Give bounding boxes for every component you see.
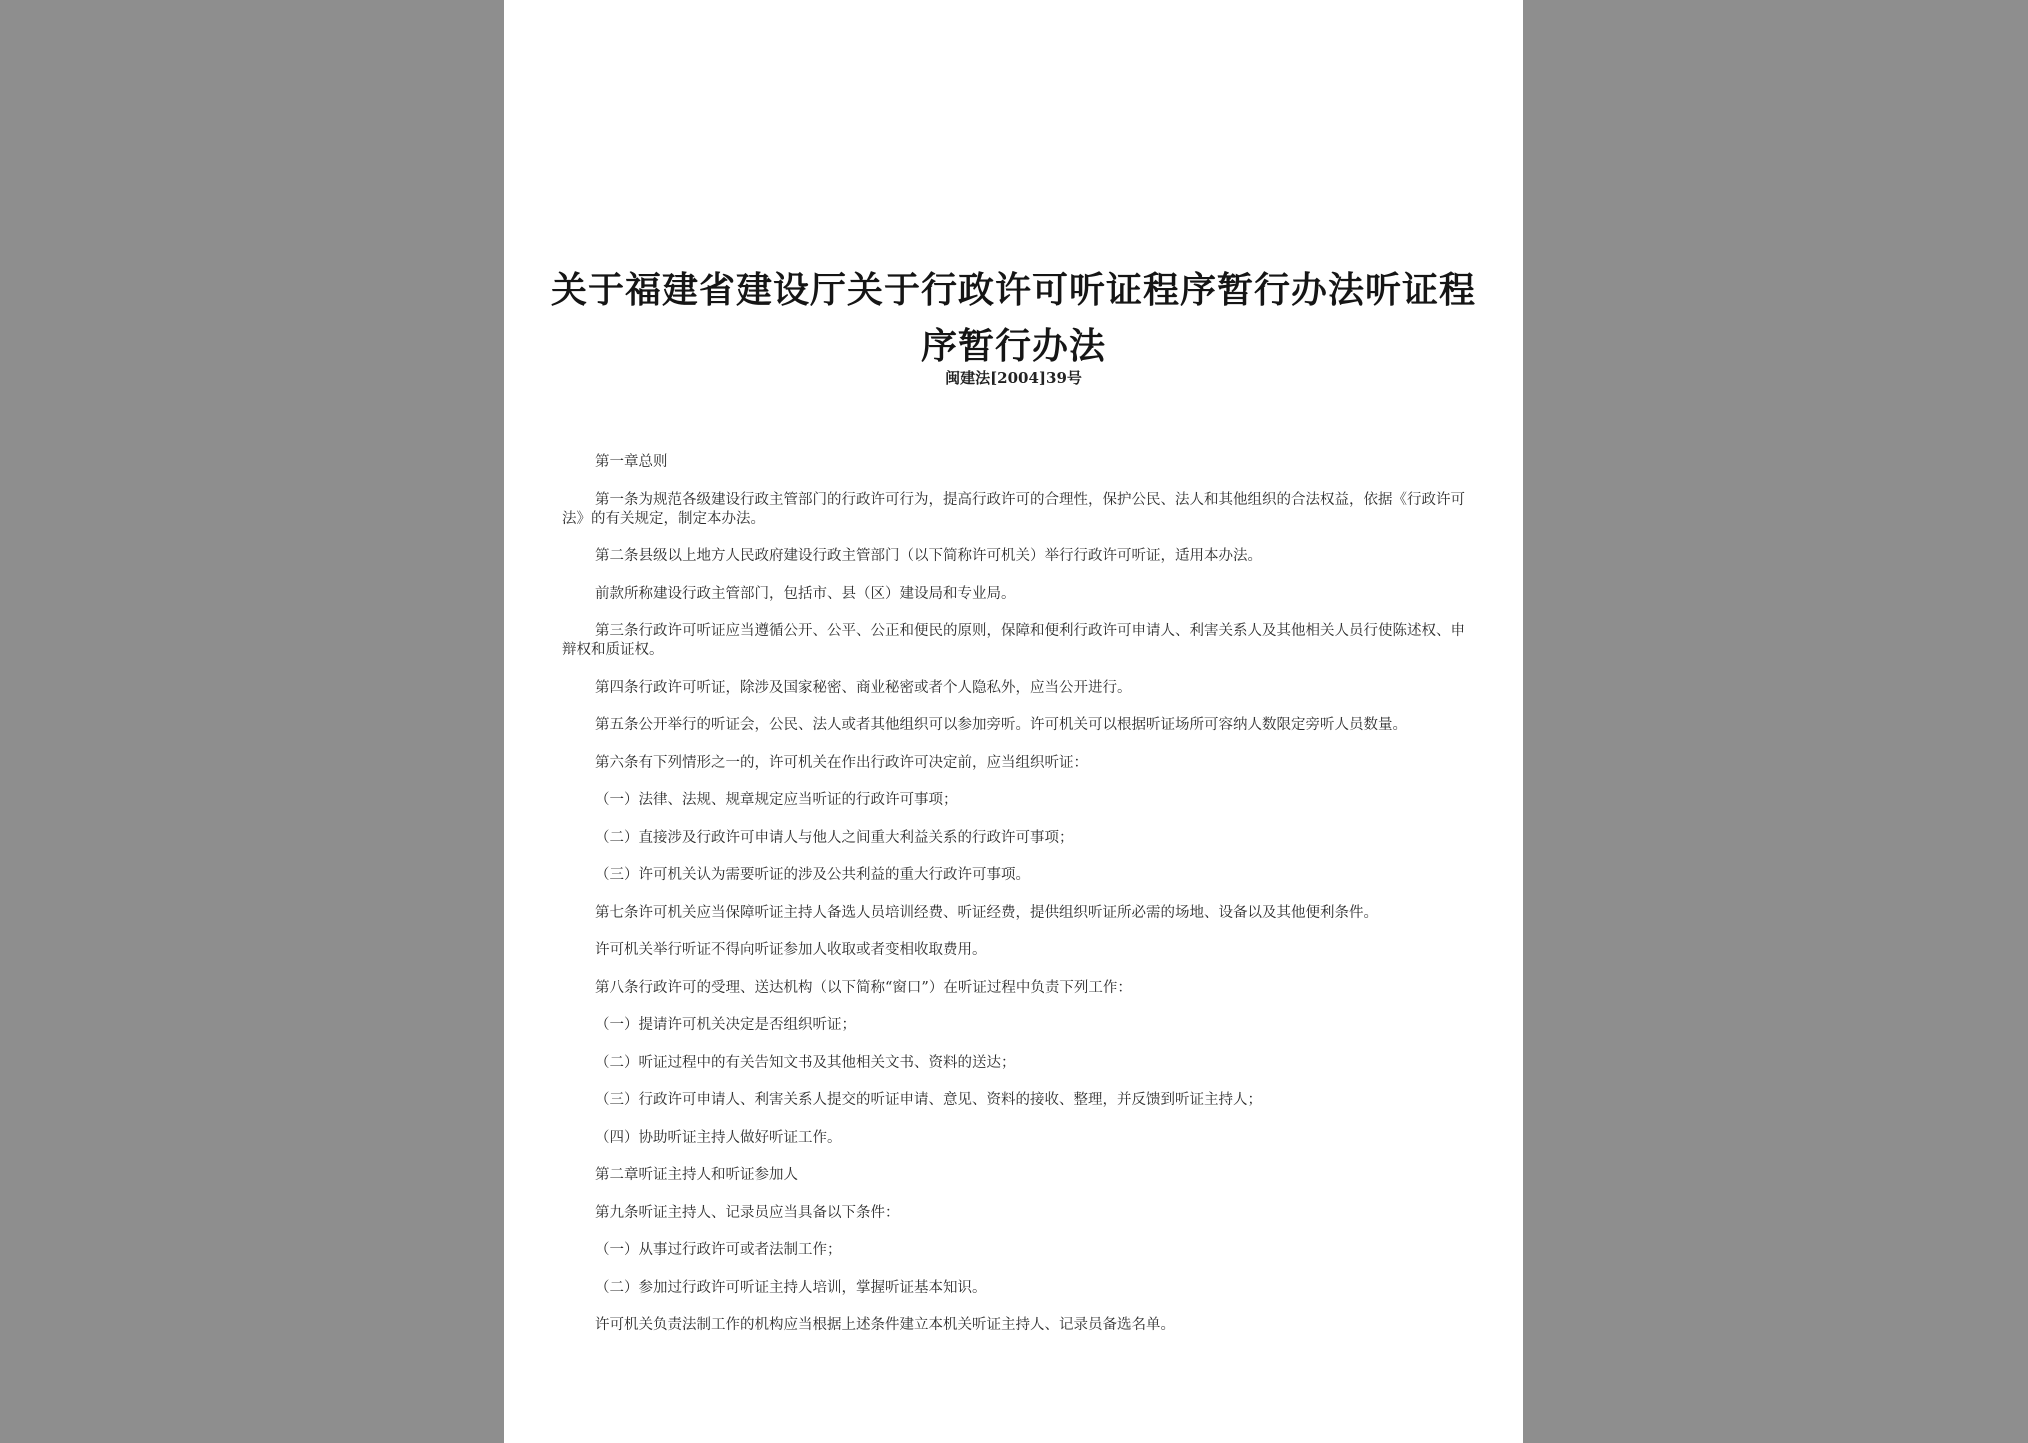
paragraph: 第九条听证主持人、记录员应当具备以下条件： [595,1204,900,1221]
document-number: 闽建法[2004]39号 [945,369,1082,387]
paragraph: 许可机关负责法制工作的机构应当根据上述条件建立本机关听证主持人、记录员备选名单。 [595,1317,1175,1333]
paragraph: 第一条为规范各级建设行政主管部门的行政许可行为，提高行政许可的合理性，保护公民、法人和其他组织的合法权益，依据《行政许可法》的有关规定，制定本办法。 [562,491,1465,527]
paragraph: 第七条许可机关应当保障听证主持人备选人员培训经费、听证经费，提供组织听证所必需的场地、设备以及其他便利条件。 [595,904,1378,921]
document-body [562,453,1472,1354]
paragraph: 第四条行政许可听证，除涉及国家秘密、商业秘密或者个人隐私外，应当公开进行。 [595,679,1132,696]
document-page [504,0,1523,1443]
paragraph: 第五条公开举行的听证会，公民、法人或者其他组织可以参加旁听。许可机关可以根据听证场所可容纳人数限定旁听人员数量。 [595,717,1407,733]
paragraph: 第三条行政许可听证应当遵循公开、公平、公正和便民的原则，保障和便利行政许可申请人、利害关系人及其他相关人员行使陈述权、申辩权和质证权。 [562,623,1465,658]
paragraph: 第一章总则 [595,454,668,470]
paragraph: （二）直接涉及行政许可申请人与他人之间重大利益关系的行政许可事项； [595,829,1074,846]
paragraph: （四）协助听证主持人做好听证工作。 [595,1129,842,1146]
paragraph: 第八条行政许可的受理、送达机构（以下简称“窗口”）在听证过程中负责下列工作： [595,979,1132,996]
paragraph: （二）参加过行政许可听证主持人培训，掌握听证基本知识。 [595,1279,987,1296]
paragraph: （三）行政许可申请人、利害关系人提交的听证申请、意见、资料的接收、整理，并反馈到听证主持人； [595,1092,1262,1108]
paragraph: （一）提请许可机关决定是否组织听证； [595,1017,856,1033]
paragraph: （三）许可机关认为需要听证的涉及公共利益的重大行政许可事项。 [595,867,1030,883]
paragraph: （二）听证过程中的有关告知文书及其他相关文书、资料的送达； [595,1054,1016,1071]
paragraph: （一）法律、法规、规章规定应当听证的行政许可事项； [595,792,958,808]
paragraph: （一）从事过行政许可或者法制工作； [595,1242,842,1258]
paragraph: 第二章听证主持人和听证参加人 [595,1167,798,1183]
paragraph: 第六条有下列情形之一的，许可机关在作出行政许可决定前，应当组织听证： [595,754,1088,771]
paragraph: 第二条县级以上地方人民政府建设行政主管部门（以下简称许可机关）举行行政许可听证，适用本办法。 [595,548,1262,564]
paragraph: 许可机关举行听证不得向听证参加人收取或者变相收取费用。 [595,942,987,958]
paragraph: 前款所称建设行政主管部门，包括市、县（区）建设局和专业局。 [595,585,1016,602]
document-title: 关于福建省建设厅关于行政许可听证程序暂行办法听证程序暂行办法 [550,269,1476,367]
